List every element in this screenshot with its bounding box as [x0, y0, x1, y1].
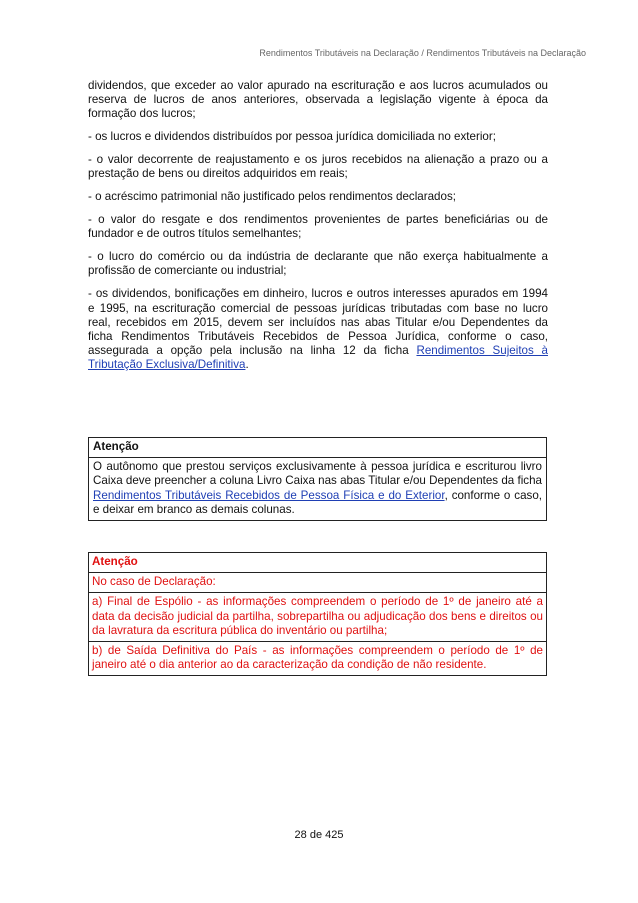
paragraph-acrescimo-patrimonial: - o acréscimo patrimonial não justificado pelos rendimentos declarados;	[88, 190, 456, 204]
attention-box-2-title: Atenção	[89, 553, 546, 573]
attention-box-title: Atenção	[89, 438, 546, 458]
paragraph-resgate: - o valor do resgate e dos rendimentos provenientes de partes beneficiárias ou de fundador e de outros títulos semelhantes;	[88, 213, 548, 241]
link-rendimentos-pessoa-fisica-exterior[interactable]: Rendimentos Tributáveis Recebidos de Pessoa Física e do Exterior	[93, 488, 445, 502]
attention-box-2-item-saida: b) de Saída Definitiva do País - as informações compreendem o período de 1º de janeiro até o dia anterior ao da caracterização da condição de não residente.	[92, 644, 543, 672]
attention-box-espolio-saida	[88, 552, 547, 676]
paragraph-dividendos-1994-text: - os dividendos, bonificações em dinheiro, lucros e outros interesses apurados em 1994 e 1995, na escrituração comercial de pessoas jurídicas tributadas com base no lucro real, recebidos em 2015, devem ser incluídos nas abas Titular e/ou Dependentes da ficha Rendimentos Tributáveis Recebidos de Pessoa Jurídica, conforme o caso, assegurada a opção pela inclusão na linha 12 da ficha	[88, 287, 548, 358]
paragraph-dividendos-1994-end: .	[245, 358, 249, 372]
paragraph-lucro-comercio: - o lucro do comércio ou da indústria de declarante que não exerça habitualmente a profissão de comerciante ou industrial;	[88, 250, 548, 278]
attention-box-autonomo	[88, 437, 547, 521]
paragraph-reajustamento: - o valor decorrente de reajustamento e os juros recebidos na alienação a prazo ou a prestação de bens ou direitos adquiridos em reais;	[88, 153, 548, 181]
attention-box-text-end: , conforme o caso, e deixar em branco as demais colunas.	[93, 488, 542, 516]
body-text	[88, 79, 548, 381]
attention-box-2-item-espolio: a) Final de Espólio - as informações compreendem o período de 1º de janeiro até a data da decisão judicial da partilha, sobrepartilha ou adjudicação dos bens e direitos ou da lavratura da escritura pública do inventário ou partilha;	[89, 593, 546, 642]
attention-box-2-intro: No caso de Declaração:	[89, 573, 546, 593]
paragraph-dividendos: dividendos, que exceder ao valor apurado na escrituração e aos lucros acumulados ou reserva de lucros de anos anteriores, observada a legislação vigente à época da formação dos lucros;	[88, 79, 548, 121]
attention-box-body	[89, 458, 546, 520]
page-number: 28 de 425	[294, 829, 344, 841]
attention-box-text: O autônomo que prestou serviços exclusivamente à pessoa jurídica e escriturou livro Caixa deve preencher a coluna Livro Caixa nas abas Titular e/ou Dependentes da ficha	[93, 460, 542, 488]
paragraph-lucros-exterior: - os lucros e dividendos distribuídos por pessoa jurídica domiciliada no exterior;	[88, 130, 496, 144]
running-header: Rendimentos Tributáveis na Declaração / Rendimentos Tributáveis na Declaração	[259, 48, 586, 58]
paragraph-dividendos-1994	[88, 287, 548, 372]
link-rendimentos-tributacao-exclusiva[interactable]: Rendimentos Sujeitos à Tributação Exclusiva/Definitiva	[88, 344, 548, 372]
